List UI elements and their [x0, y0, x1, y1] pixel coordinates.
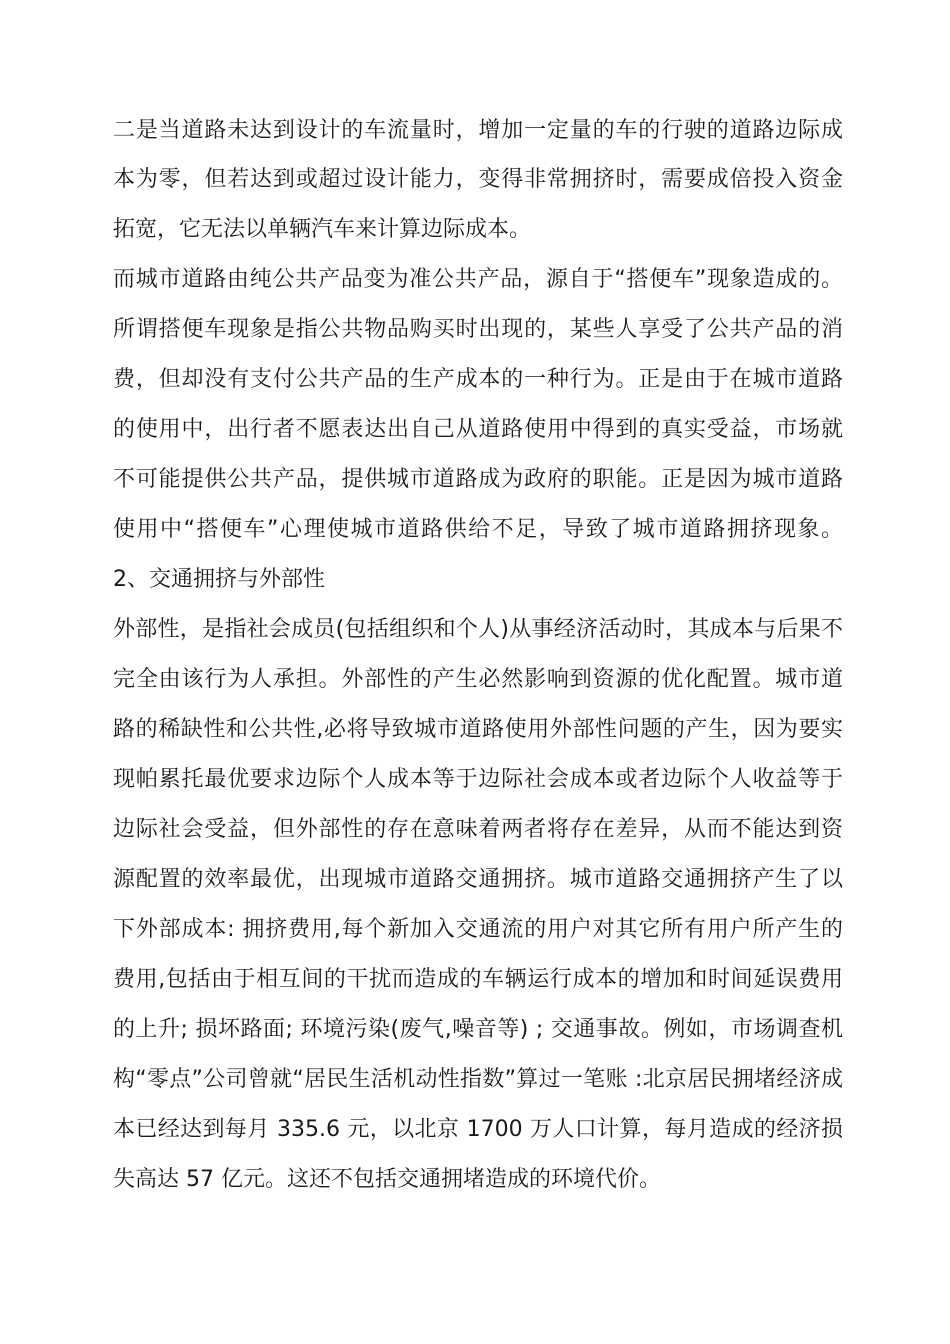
- text-line: 现帕累托最优要求边际个人成本等于边际社会成本或者边际个人收益等于: [113, 767, 843, 792]
- text-line: 费用,包括由于相互间的干扰而造成的车辆运行成本的增加和时间延误费用: [113, 967, 843, 992]
- text-line: 二是当道路未达到设计的车流量时，增加一定量的车的行驶的道路边际成: [113, 118, 843, 143]
- text-line: 外部性，是指社会成员(包括组织和个人)从事经济活动时，其成本与后果不: [113, 617, 843, 642]
- text-line: 失高达 57 亿元。这还不包括交通拥堵造成的环境代价。: [113, 1167, 661, 1192]
- text-line: 拓宽，它无法以单辆汽车来计算边际成本。: [113, 217, 532, 242]
- text-line: 本已经达到每月 335.6 元，以北京 1700 万人口计算，每月造成的经济损: [113, 1117, 843, 1142]
- text-line: 不可能提供公共产品，提供城市道路成为政府的职能。正是因为城市道路: [113, 467, 843, 492]
- text-line: 的上升; 损坏路面; 环境污染(废气,噪音等) ; 交通事故。例如，市场调查机: [113, 1017, 843, 1042]
- text-line: 而城市道路由纯公共产品变为准公共产品，源自于“搭便车”现象造成的。: [113, 267, 843, 292]
- section-heading: 2、交通拥挤与外部性: [113, 567, 325, 592]
- text-line: 路的稀缺性和公共性,必将导致城市道路使用外部性问题的产生，因为要实: [113, 717, 843, 742]
- text-line: 所谓搭便车现象是指公共物品购买时出现的，某些人享受了公共产品的消: [113, 317, 843, 342]
- text-line: 费，但却没有支付公共产品的生产成本的一种行为。正是由于在城市道路: [113, 367, 843, 392]
- text-line: 使用中“搭便车”心理使城市道路供给不足，导致了城市道路拥挤现象。: [113, 517, 843, 542]
- text-line: 完全由该行为人承担。外部性的产生必然影响到资源的优化配置。城市道: [113, 667, 843, 692]
- text-line: 边际社会受益，但外部性的存在意味着两者将存在差异，从而不能达到资: [113, 817, 843, 842]
- text-line: 下外部成本: 拥挤费用,每个新加入交通流的用户对其它所有用户所产生的: [113, 917, 843, 942]
- text-line: 的使用中，出行者不愿表达出自己从道路使用中得到的真实受益，市场就: [113, 417, 843, 442]
- text-line: 源配置的效率最优，出现城市道路交通拥挤。城市道路交通拥挤产生了以: [113, 867, 843, 892]
- text-line: 构“零点”公司曾就“居民生活机动性指数”算过一笔账 :北京居民拥堵经济成: [113, 1067, 843, 1092]
- text-line: 本为零，但若达到或超过设计能力，变得非常拥挤时，需要成倍投入资金: [113, 167, 843, 192]
